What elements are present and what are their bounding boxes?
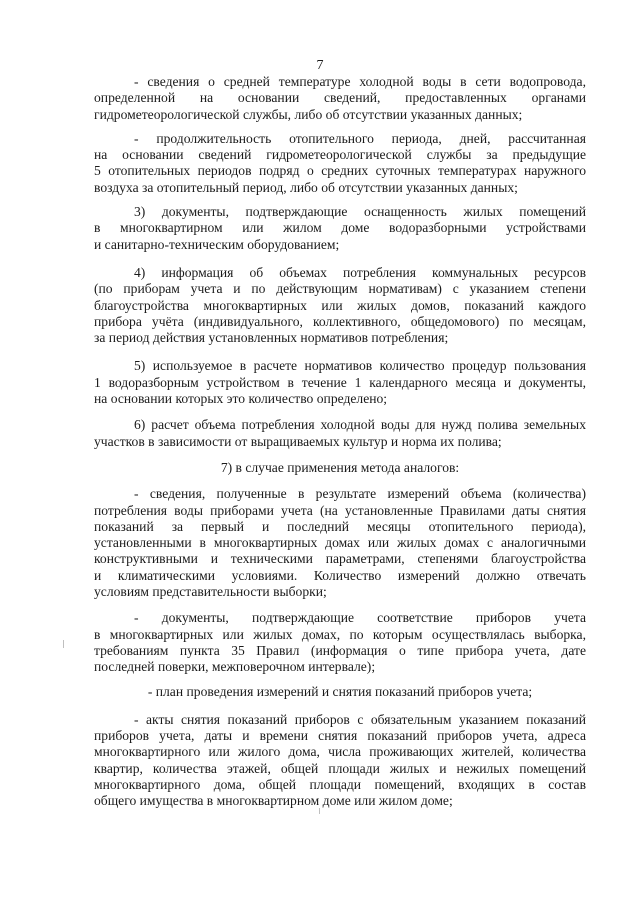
text-line: 4) информация об объемах потребления коммунальных ресурсов <box>134 264 586 280</box>
paragraph-procedure-count <box>94 358 586 407</box>
paragraph-measurement-results <box>94 486 586 600</box>
text-line: последней поверки, межповерочном интервале); <box>94 659 376 675</box>
text-line: на основании которых это количество определено; <box>94 391 388 407</box>
text-line: - сведения о средней температуре холодной воды в сети водопровода, <box>134 74 586 89</box>
text-line: воздуха за отопительный период, либо об отсутствии указанных данных; <box>94 179 518 195</box>
text-line: 5 отопительных периодов подряд о средних суточных температурах наружного <box>94 163 586 179</box>
text-line: приборов учета, даты и времени снятия показаний приборов учета, адреса <box>94 728 586 744</box>
text-line: условиям представительности выборки; <box>94 584 327 600</box>
paragraph-heating-period-duration <box>94 131 586 196</box>
text-line: благоустройства многоквартирных или жилых домов, показаний каждого <box>94 297 586 313</box>
scan-mark <box>63 640 64 648</box>
paragraph-equipment-documents <box>94 204 586 253</box>
text-line: многоквартирного или жилого дома, числа проживающих жителей, количества <box>94 744 586 760</box>
text-line: прибора учёта (индивидуального, коллективного, общедомового) по месяцам, <box>94 313 586 329</box>
text-line: конструктивными и техническими параметрами, степенями благоустройства <box>94 551 586 567</box>
text-line: гидрометеорологической службы, либо об отсутствии указанных данных; <box>94 106 523 122</box>
text-line: показаний за первый и последний месяцы отопительного периода), <box>94 518 586 534</box>
document-body <box>94 74 586 820</box>
text-line: - документы, подтверждающие соответствие приборов учета <box>134 610 586 626</box>
text-line: за период действия установленных нормативов потребления; <box>94 330 449 346</box>
paragraph-reading-acts <box>94 712 586 810</box>
paragraph-irrigation-calculation <box>94 417 586 450</box>
paragraph-meter-compliance-documents <box>94 610 586 675</box>
text-line: в многоквартирных или жилых домах, по которым осуществлялась выборка, <box>94 626 586 642</box>
text-line: - акты снятия показаний приборов с обязательным указанием показаний <box>134 711 586 727</box>
text-line: многоквартирного дома, общей площади помещений, входящих в состав <box>94 776 586 792</box>
text-line: общего имущества в многоквартирном доме или жилом доме; <box>94 793 453 809</box>
paragraph-measurement-plan <box>94 684 586 700</box>
text-line: и санитарно-техническим оборудованием; <box>94 236 340 252</box>
scan-mark <box>319 808 320 814</box>
text-line: определенной на основании сведений, предоставленных органами <box>94 90 586 106</box>
text-line: требованиям пункта 35 Правил (информация о типе прибора учета, дате <box>94 642 586 658</box>
text-line: 6) расчет объема потребления холодной воды для нужд полива земельных <box>134 417 586 433</box>
text-line: в многоквартирном или жилом доме водоразборными устройствами <box>94 220 586 236</box>
page-number: 7 <box>316 58 324 73</box>
paragraph-water-temp-info <box>94 74 586 123</box>
text-line: 1 водоразборным устройством в течение 1 календарного месяца и документы, <box>94 374 586 390</box>
text-line: 7) в случае применения метода аналогов: <box>220 459 460 475</box>
text-line: квартир, количества этажей, общей площади жилых и нежилых помещений <box>94 760 586 776</box>
text-line: - продолжительность отопительного периода, дней, рассчитанная <box>134 130 586 146</box>
text-line: установленными в многоквартирных домах или жилых домах с аналогичными <box>94 535 586 551</box>
text-line: потребления воды приборами учета (на установленные Правилами даты снятия <box>94 502 586 518</box>
text-line: - план проведения измерений и снятия показаний приборов учета; <box>147 683 533 699</box>
text-line: и климатическими условиями. Количество измерений должно отвечать <box>94 567 586 583</box>
text-line: (по приборам учета и по действующим нормативам) с указанием степени <box>94 281 586 297</box>
text-line: на основании сведений гидрометеорологической службы за предыдущие <box>94 147 586 163</box>
text-line: участков в зависимости от выращиваемых культур и норма их полива; <box>94 433 502 449</box>
paragraph-consumption-volume-info <box>94 265 586 346</box>
text-line: - сведения, полученные в результате измерений объема (количества) <box>134 486 586 502</box>
text-line: 3) документы, подтверждающие оснащенность жилых помещений <box>134 204 586 220</box>
text-line: 5) используемое в расчете нормативов количество процедур пользования <box>134 358 586 374</box>
paragraph-analog-method-heading <box>94 460 586 476</box>
